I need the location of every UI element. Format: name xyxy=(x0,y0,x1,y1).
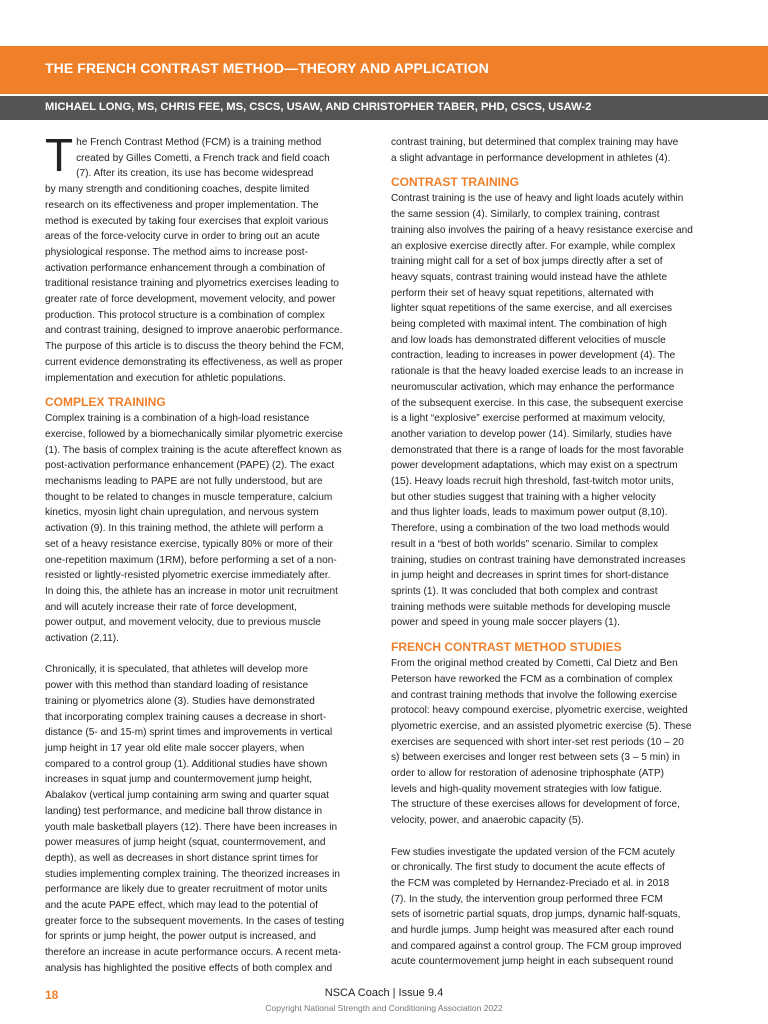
fcm-studies-heading: FRENCH CONTRAST METHOD STUDIES xyxy=(391,640,622,655)
article-title: THE FRENCH CONTRAST METHOD—THEORY AND APPLICATION xyxy=(45,60,489,76)
text-line: of the subsequent exercise. In this case, the subsequent exercise xyxy=(391,397,684,409)
text-line: sprints (1). It was concluded that both complex and contrast xyxy=(391,585,658,597)
text-line: Chronically, it is speculated, that athletes will develop more xyxy=(45,664,308,676)
fcm-studies-paragraph xyxy=(391,656,723,829)
text-line: power with this method than standard loading of resistance xyxy=(45,680,309,692)
text-line: distance (5- and 15-m) sprint times and improvements in vertical xyxy=(45,727,333,739)
text-line: training also involves the pairing of a heavy resistance exercise and xyxy=(391,224,693,236)
text-line: activation performance enhancement through a combination of xyxy=(45,262,325,274)
complex-training-paragraph xyxy=(45,411,377,647)
text-line: (7). In the study, the intervention group performed three FCM xyxy=(391,893,663,905)
text-line: heavy squats, contrast training would instead have the athlete xyxy=(391,271,668,283)
text-line: In doing this, the athlete has an increase in motor unit recruitment xyxy=(45,585,338,597)
text-line: current evidence demonstrating its effectiveness, as well as proper xyxy=(45,356,343,368)
contrast-training-paragraph xyxy=(391,191,723,631)
text-line: order to allow for restoration of adenosine triphosphate (ATP) xyxy=(391,768,665,780)
text-line: created by Gilles Cometti, a French track and field coach xyxy=(76,152,330,164)
text-line: exercises are sequenced with short inter-set rest periods (10 – 20 xyxy=(391,736,684,748)
text-line: jump height in 17 year old elite male soccer players, when xyxy=(45,743,305,754)
text-line: implementation and execution for athletic populations. xyxy=(45,372,286,384)
text-line: The structure of these exercises allows for development of force, xyxy=(391,799,680,811)
text-line: power development adaptations, which may exist on a spectrum xyxy=(391,460,678,472)
text-line: (1). The basis of complex training is the acute aftereffect known as xyxy=(45,444,342,456)
text-line: in jump height and decreases in sprint times for short-distance xyxy=(391,570,669,582)
right-column xyxy=(391,135,723,970)
text-line: therefore an increase in acute performance occurs. A recent meta- xyxy=(45,947,342,959)
text-line: velocity, power, and anaerobic capacity (5). xyxy=(391,815,584,827)
text-line: The purpose of this article is to discuss the theory behind the FCM, xyxy=(45,341,345,353)
text-line: Peterson have reworked the FCM as a combination of complex xyxy=(391,673,673,685)
text-line: physiological response. The method aims to increase post- xyxy=(45,246,308,258)
text-line: Abalakov (vertical jump containing arm swing and quarter squat xyxy=(45,790,329,802)
text-line: is a light “explosive” exercise performed at maximum velocity, xyxy=(391,413,666,425)
text-line: depth), as well as decreases in short distance sprint times for xyxy=(45,852,319,864)
contrast-training-heading: CONTRAST TRAINING xyxy=(391,175,519,190)
text-line: set of a heavy resistance exercise, typically 80% or more of their xyxy=(45,538,333,550)
text-line: (7). After its creation, its use has become widespread xyxy=(76,168,314,180)
copyright-notice: Copyright National Strength and Conditioning Association 2022 xyxy=(265,1003,503,1013)
text-line: he French Contrast Method (FCM) is a training method xyxy=(76,137,322,148)
text-line: analysis has highlighted the positive effects of both complex and xyxy=(45,962,333,974)
text-line: or chronically. The first study to document the acute effects of xyxy=(391,862,665,874)
text-line: greater rate of force development, movement velocity, and power xyxy=(45,294,336,306)
text-line: and the acute PAPE effect, which may lead to the potential of xyxy=(45,900,318,912)
text-line: lighter squat repetitions of the same exercise, and all exercises xyxy=(391,303,673,315)
text-line: Complex training is a combination of a high-load resistance xyxy=(45,413,310,425)
text-line: power output, and movement velocity, due to previous muscle xyxy=(45,617,321,629)
text-line: increases in squat jump and countermovement jump height, xyxy=(45,774,313,786)
text-line: areas of the force-velocity curve in order to bring out an acute xyxy=(45,231,320,243)
text-line: but other studies suggest that training with a higher velocity xyxy=(391,491,656,503)
page-number: 18 xyxy=(45,988,59,1002)
text-line: rationale is that the heavy loaded exercise leads to an increase in xyxy=(391,366,684,378)
text-line: and compared against a control group. The FCM group improved xyxy=(391,940,682,952)
text-line: a slight advantage in performance development in athletes (4). xyxy=(391,152,671,164)
text-line: and low loads has demonstrated different velocities of muscle xyxy=(391,334,666,346)
text-line: that incorporating complex training causes a decrease in short- xyxy=(45,711,327,723)
text-line: (15). Heavy loads recruit high threshold, fast-twitch motor units, xyxy=(391,476,674,488)
text-line: the FCM was completed by Hernandez-Preciado et al. in 2018 xyxy=(391,877,670,889)
text-line: acute countermovement jump height in each subsequent round xyxy=(391,956,674,968)
text-line: studies implementing complex training. The theorized increases in xyxy=(45,868,340,880)
text-line: research on its effectiveness and proper implementation. The xyxy=(45,199,319,211)
text-line: exercise, followed by a biomechanically similar plyometric exercise xyxy=(45,428,343,440)
intro-paragraph xyxy=(45,129,377,386)
text-line: demonstrated that there is a range of loads for the most favorable xyxy=(391,444,684,456)
text-line: sets of isometric partial squats, drop jumps, dynamic half-squats, xyxy=(391,909,681,921)
text-line: From the original method created by Cometti, Cal Dietz and Ben xyxy=(391,658,678,670)
text-line: and contrast training methods that involve the following exercise xyxy=(391,689,678,701)
few-studies-paragraph xyxy=(391,845,723,971)
drop-cap: T xyxy=(45,129,74,181)
text-line: and hurdle jumps. Jump height was measured after each round xyxy=(391,925,674,937)
text-line: power measures of jump height (squat, countermovement, and xyxy=(45,837,326,849)
text-line: the same session (4). Similarly, to complex training, contrast xyxy=(391,209,660,221)
text-line: perform their set of heavy squat repetitions, alternated with xyxy=(391,287,654,299)
text-line: method is executed by taking four exercises that exploit various xyxy=(45,215,329,227)
text-line: result in a “best of both worlds” scenario. Similar to complex xyxy=(391,538,659,550)
text-line: training, studies on contrast training have demonstrated increases xyxy=(391,554,686,566)
text-line: and will acutely increase their rate of force development, xyxy=(45,601,297,613)
author-bar xyxy=(0,96,768,120)
text-line: Contrast training is the use of heavy and light loads acutely within xyxy=(391,193,684,205)
text-line: one-repetition maximum (1RM), before performing a set of a non- xyxy=(45,554,337,566)
left-column xyxy=(45,129,377,977)
text-line: contrast training, but determined that complex training may have xyxy=(391,137,679,148)
text-line: youth male basketball players (12). There have been increases in xyxy=(45,821,338,833)
text-line: production. This protocol structure is a combination of complex xyxy=(45,309,325,321)
text-line: contraction, leading to increases in power development (4). The xyxy=(391,350,676,362)
text-line: training might call for a set of box jumps directly after a set of xyxy=(391,256,663,268)
article-authors: MICHAEL LONG, MS, CHRIS FEE, MS, CSCS, USAW, AND CHRISTOPHER TABER, PHD, CSCS, USAW-2 xyxy=(45,101,592,113)
text-line: for sprints or jump height, the power output is increased, and xyxy=(45,931,316,943)
text-line: kinetics, myosin light chain upregulation, and nervous system xyxy=(45,507,319,519)
text-line: and thus lighter loads, leads to maximum power output (8,10). xyxy=(391,507,668,519)
text-line: thought to be related to changes in muscle temperature, calcium xyxy=(45,491,333,503)
magazine-issue: NSCA Coach | Issue 9.4 xyxy=(324,987,444,999)
complex-training-heading: COMPLEX TRAINING xyxy=(45,395,166,410)
text-line: Few studies investigate the updated version of the FCM acutely xyxy=(391,846,675,858)
text-line: traditional resistance training and plyometrics exercises leading to xyxy=(45,278,339,290)
continuation-paragraph xyxy=(391,135,723,166)
text-line: levels and high-quality movement strategies with low fatigue. xyxy=(391,783,662,795)
text-line: performance are likely due to greater recruitment of motor units xyxy=(45,884,328,896)
text-line: protocol: heavy compound exercise, plyometric exercise, weighted xyxy=(391,705,688,717)
text-line: landing) test performance, and medicine ball throw distance in xyxy=(45,805,323,817)
text-line: Therefore, using a combination of the two load methods would xyxy=(391,523,670,535)
text-line: compared to a control group (1). Additional studies have shown xyxy=(45,758,328,770)
text-line: activation (2,11). xyxy=(45,633,119,645)
title-bar xyxy=(0,46,768,94)
text-line: an explosive exercise directly after. For example, while complex xyxy=(391,240,676,252)
text-line: greater force to the subsequent movements. In the cases of testing xyxy=(45,915,345,927)
text-line: and contrast training, designed to improve anaerobic performance. xyxy=(45,325,343,337)
text-line: activation (9). In this training method, the athlete will perform a xyxy=(45,523,324,535)
text-line: power and speed in young male soccer players (1). xyxy=(391,617,620,629)
text-line: resisted or lightly-resisted plyometric exercise immediately after. xyxy=(45,570,331,582)
text-line: plyometric exercise, and an assisted plyometric exercise (5). These xyxy=(391,720,692,732)
text-line: training or plyometrics alone (3). Studies have demonstrated xyxy=(45,695,315,707)
intro-text xyxy=(45,129,377,386)
chronic-paragraph xyxy=(45,662,377,976)
text-line: by many strength and conditioning coaches, despite limited xyxy=(45,184,310,196)
text-line: training methods were suitable methods for developing muscle xyxy=(391,601,671,613)
text-line: s) between exercises and longer rest between sets (3 – 5 min) in xyxy=(391,752,680,764)
text-line: post-activation performance enhancement (PAPE) (2). The exact xyxy=(45,460,335,472)
text-line: being completed with maximal intent. The combination of high xyxy=(391,319,667,331)
text-line: mechanisms leading to PAPE are not fully understood, but are xyxy=(45,476,323,488)
text-line: another variation to develop power (14). Similarly, studies have xyxy=(391,428,672,440)
text-line: neuromuscular activation, which may enhance the performance xyxy=(391,381,675,393)
